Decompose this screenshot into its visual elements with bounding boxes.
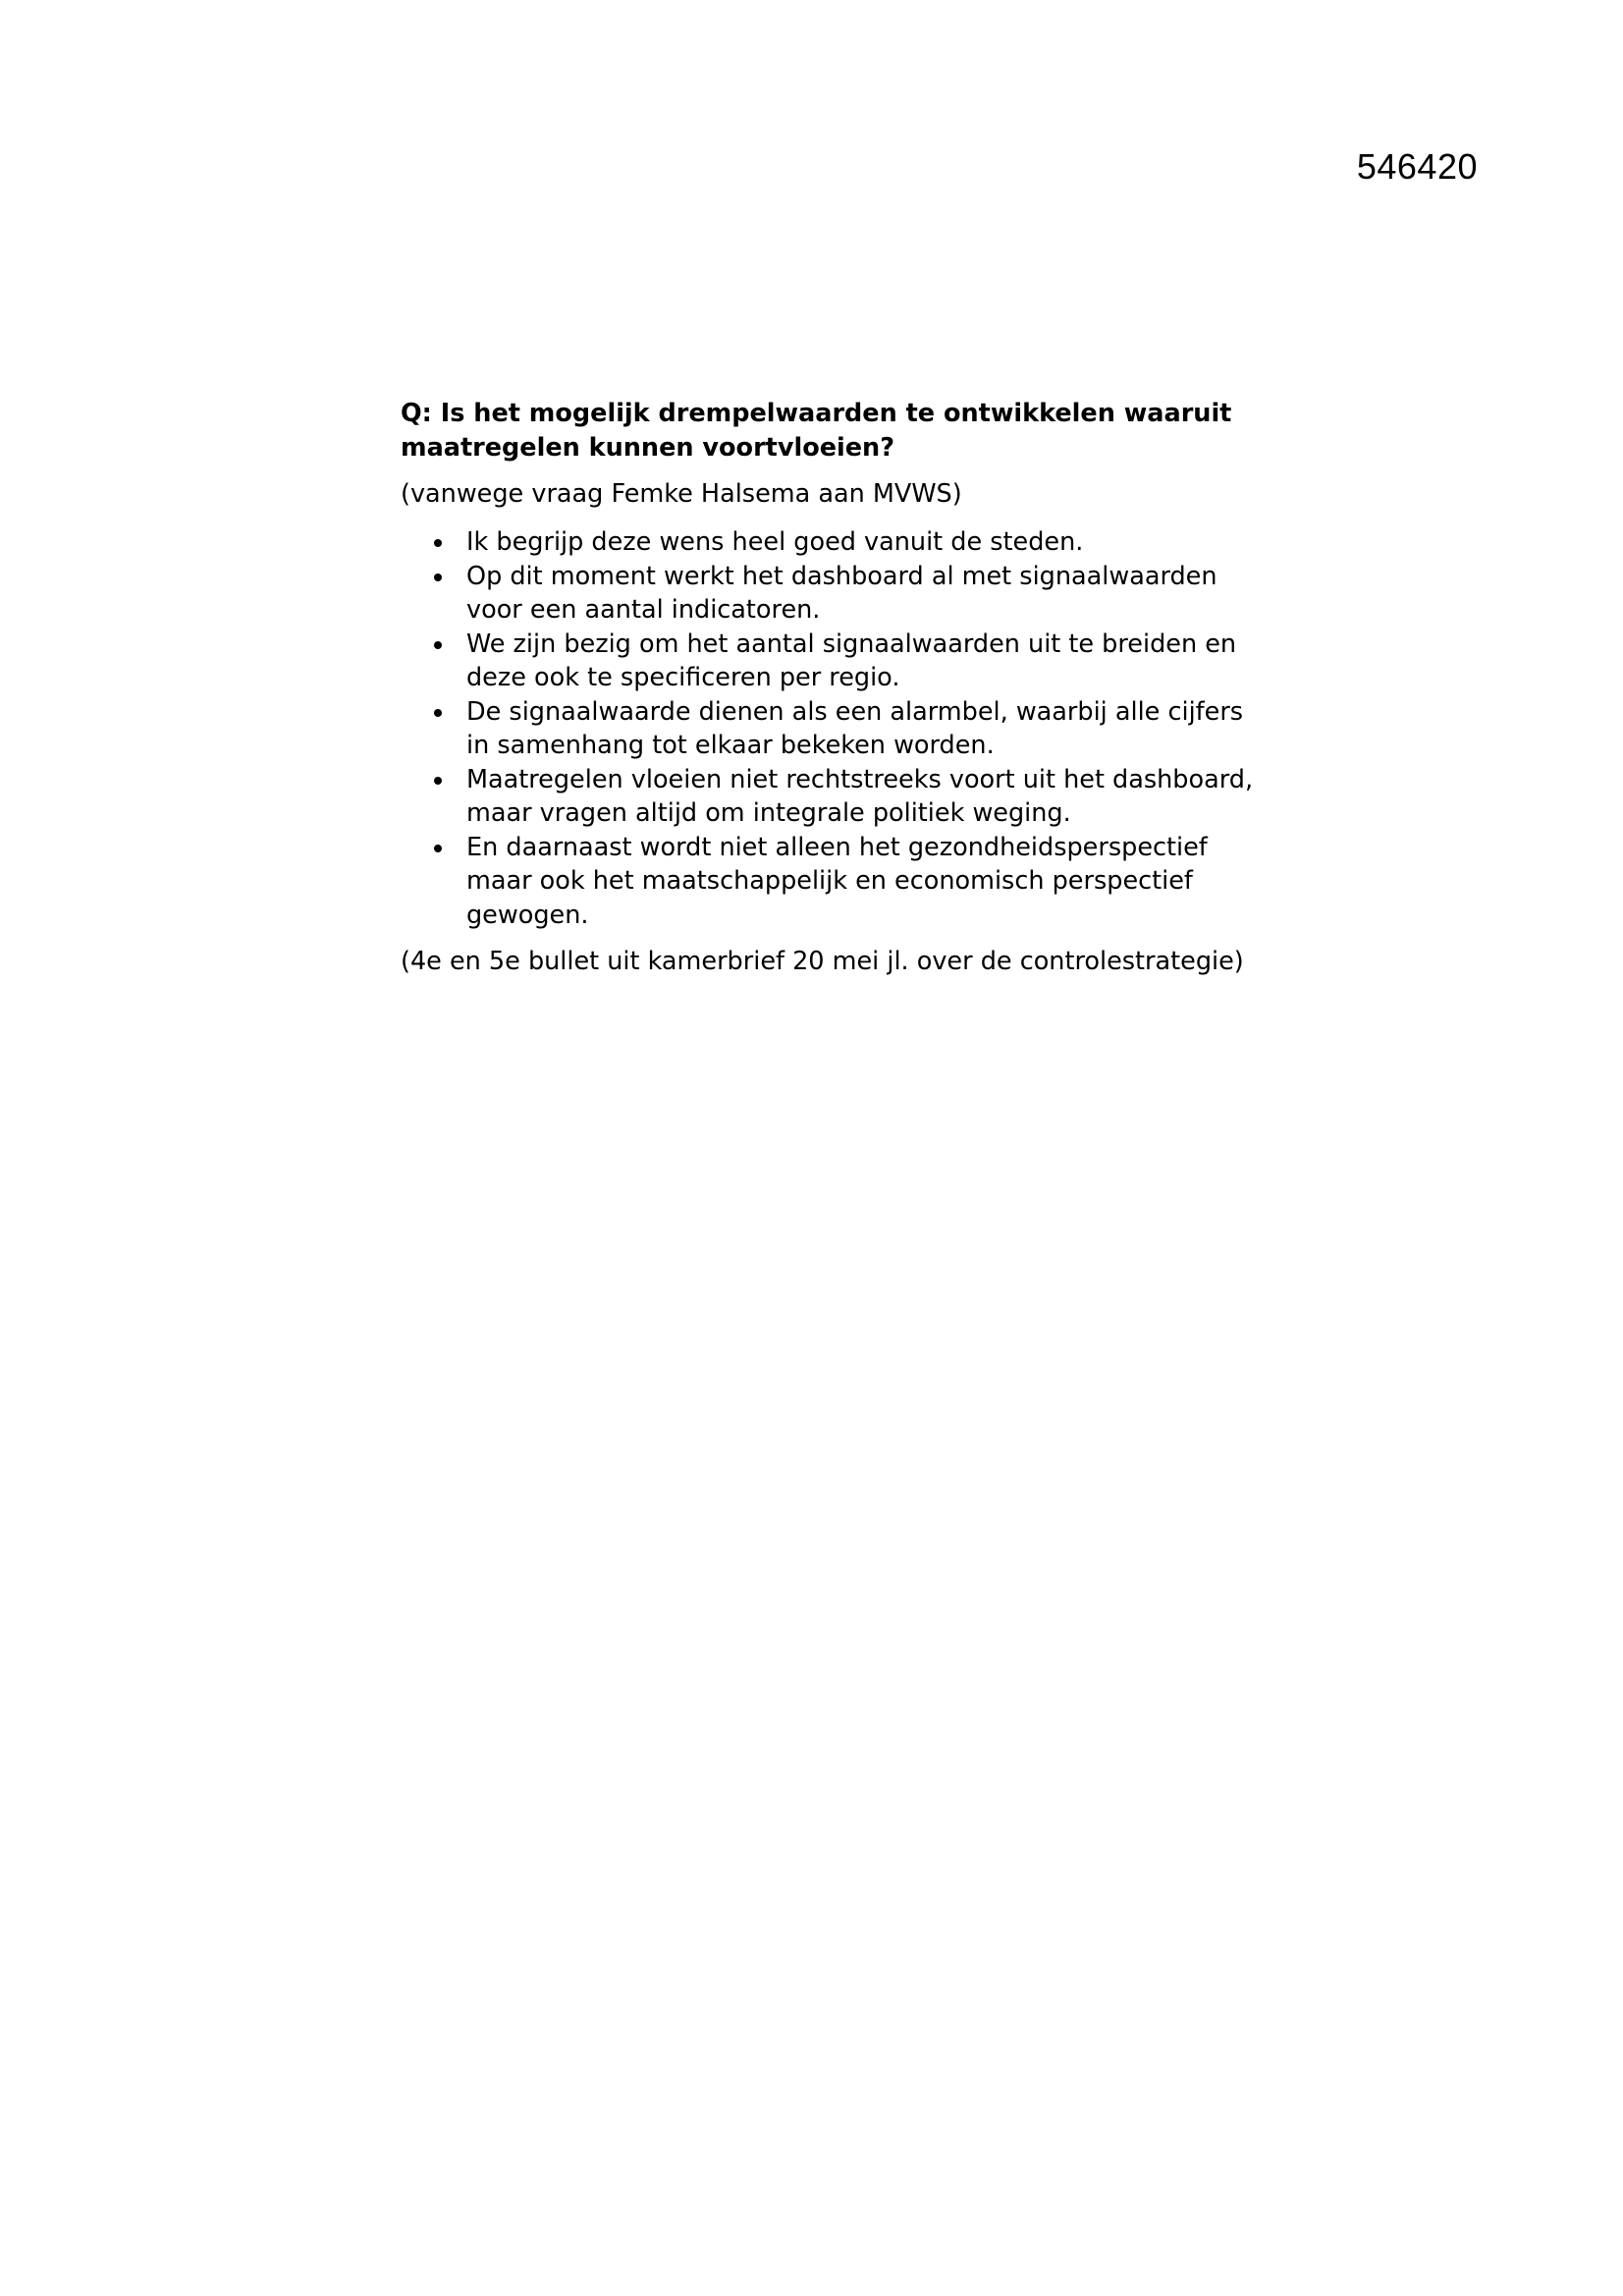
document-body (401, 397, 1265, 979)
bullet-icon (434, 539, 442, 547)
document-number: 546420 (1356, 146, 1478, 187)
bullet-icon (434, 574, 442, 581)
bullet-icon (434, 709, 442, 717)
bullet-icon (434, 777, 442, 785)
question-heading: Q: Is het mogelijk drempelwaarden te ontwikkelen waaruit maatregelen kunnen voortvloeien? (401, 399, 1232, 463)
answer-bullet (401, 763, 1265, 831)
bullet-icon (434, 845, 442, 852)
answer-bullet (401, 525, 1265, 560)
answer-bullet (401, 560, 1265, 628)
source-note: (4e en 5e bullet uit kamerbrief 20 mei jl. over de controlestrategie) (401, 947, 1244, 976)
answer-bullet-text: En daarnaast wordt niet alleen het gezondheidsperspectief maar ook het maatschappelijk en economisch perspectief gewogen. (466, 832, 1208, 930)
answer-bullet-text: We zijn bezig om het aantal signaalwaarden uit te breiden en deze ook te specificeren per regio. (466, 629, 1237, 692)
answer-bullet-text: Ik begrijp deze wens heel goed vanuit de steden. (466, 527, 1084, 557)
answer-bullet-text: Op dit moment werkt het dashboard al met signaalwaarden voor een aantal indicatoren. (466, 561, 1217, 625)
answer-bullet (401, 695, 1265, 763)
answer-bullet (401, 831, 1265, 933)
answer-bullet-text: De signaalwaarde dienen als een alarmbel, waarbij alle cijfers in samenhang tot elkaar bekeken worden. (466, 696, 1244, 760)
answer-bullet (401, 628, 1265, 695)
bullet-icon (434, 641, 442, 649)
question-context: (vanwege vraag Femke Halsema aan MVWS) (401, 479, 962, 509)
answer-bullet-list (401, 525, 1265, 932)
answer-bullet-text: Maatregelen vloeien niet rechtstreeks voort uit het dashboard, maar vragen altijd om integrale politiek weging. (466, 764, 1254, 828)
